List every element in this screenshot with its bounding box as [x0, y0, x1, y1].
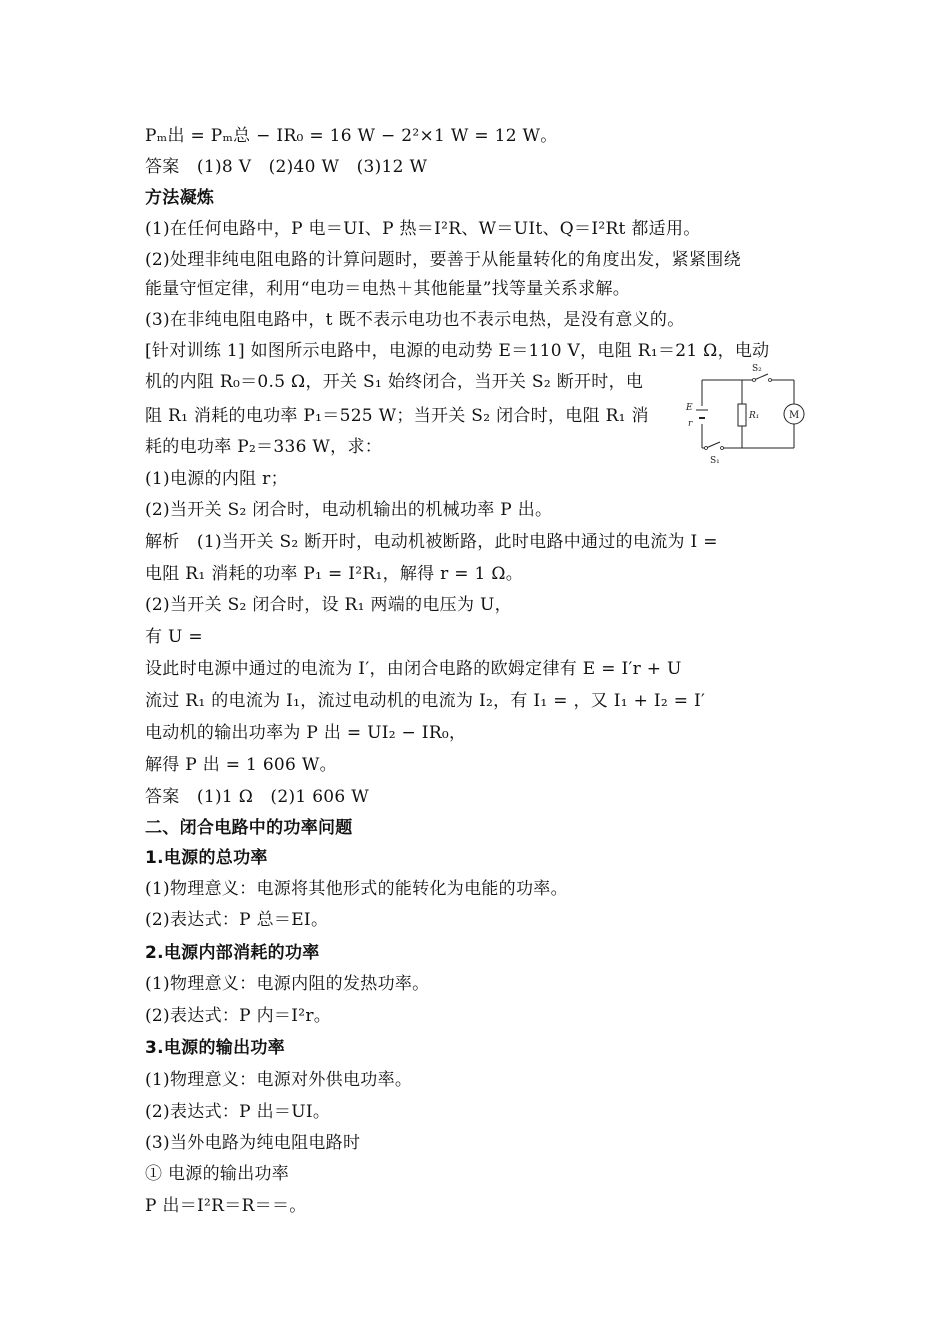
label-r: r: [688, 419, 693, 429]
text-line: 电阻 R₁ 消耗的功率 P₁ = I²R₁，解得 r = 1 Ω。: [145, 564, 524, 584]
text-line: 流过 R₁ 的电流为 I₁，流过电动机的电流为 I₂，有 I₁ = ，又 I₁ + I₂ = I′: [145, 691, 706, 711]
label-r1: R₁: [749, 411, 760, 421]
text-line: (2)表达式：P 出＝UI。: [145, 1102, 331, 1122]
text-line: (1)物理意义：电源将其他形式的能转化为电能的功率。: [145, 879, 568, 899]
text-line: (2)当开关 S₂ 闭合时，设 R₁ 两端的电压为 U，: [145, 595, 512, 615]
text-line: ① 电源的输出功率: [145, 1164, 290, 1184]
switch-contact: [721, 447, 724, 450]
switch-contact: [769, 379, 772, 382]
text-line: (1)在任何电路中，P 电＝UI、P 热＝I²R、W＝UIt、Q＝I²Rt 都适用。: [145, 219, 701, 239]
text-line: (2)处理非纯电阻电路的计算问题时，要善于从能量转化的角度出发，紧紧围绕: [145, 250, 741, 270]
text-line: (1)物理意义：电源内阻的发热功率。: [145, 974, 430, 994]
label-motor: M: [789, 410, 800, 421]
analysis-line: 解析 (1)当开关 S₂ 断开时，电动机被断路，此时电路中通过的电流为 I =: [145, 532, 718, 552]
text-line: (1)物理意义：电源对外供电功率。: [145, 1070, 413, 1090]
switch-contact: [753, 379, 756, 382]
resistor-r1: [738, 404, 746, 426]
text-line: 阻 R₁ 消耗的电功率 P₁＝525 W；当开关 S₂ 闭合时，电阻 R₁ 消: [145, 406, 649, 426]
text-line: (2)表达式：P 内＝I²r。: [145, 1006, 332, 1026]
exercise-title: [针对训练 1] 如图所示电路中，电源的电动势 E＝110 V，电阻 R₁＝21 Ω，电动: [145, 341, 770, 361]
subsection-heading: 2.电源内部消耗的功率: [145, 943, 320, 963]
text-line: (2)表达式：P 总＝EI。: [145, 910, 329, 930]
text-line: 能量守恒定律，利用“电功＝电热＋其他能量”找等量关系求解。: [145, 279, 631, 299]
text-line: (3)当外电路为纯电阻电路时: [145, 1133, 361, 1153]
text-line: 解得 P 出 = 1 606 W。: [145, 755, 337, 775]
subsection-heading: 3.电源的输出功率: [145, 1038, 285, 1058]
question-line: (2)当开关 S₂ 闭合时，电动机输出的机械功率 P 出。: [145, 500, 553, 520]
switch-contact: [705, 447, 708, 450]
text-line: 机的内阻 R₀＝0.5 Ω，开关 S₁ 始终闭合，当开关 S₂ 断开时，电: [145, 372, 644, 392]
text-line: P 出＝I²R＝R＝＝。: [145, 1196, 307, 1216]
section-heading-method: 方法凝炼: [145, 188, 215, 208]
answer-line: 答案 (1)1 Ω (2)1 606 W: [145, 787, 370, 807]
label-e: E: [686, 403, 693, 413]
label-s2: S₂: [752, 364, 762, 374]
subsection-heading: 1.电源的总功率: [145, 848, 268, 868]
text-line: 电动机的输出功率为 P 出 = UI₂ − IR₀，: [145, 723, 467, 743]
text-line-formula-pm: Pₘ出 = Pₘ总 − IR₀ = 16 W − 2²×1 W = 12 W。: [145, 126, 558, 146]
label-s1: S₁: [710, 456, 720, 466]
section-heading: 二、闭合电路中的功率问题: [145, 818, 353, 838]
answer-line: 答案 (1)8 V (2)40 W (3)12 W: [145, 157, 428, 177]
circuit-diagram: [682, 362, 807, 470]
text-line: 设此时电源中通过的电流为 I′，由闭合电路的欧姆定律有 E = I′r + U: [145, 659, 682, 679]
text-line: (3)在非纯电阻电路中，t 既不表示电功也不表示电热，是没有意义的。: [145, 310, 685, 330]
question-line: (1)电源的内阻 r；: [145, 469, 288, 489]
text-line: 耗的电功率 P₂＝336 W，求：: [145, 437, 383, 457]
text-line: 有 U =: [145, 627, 203, 647]
